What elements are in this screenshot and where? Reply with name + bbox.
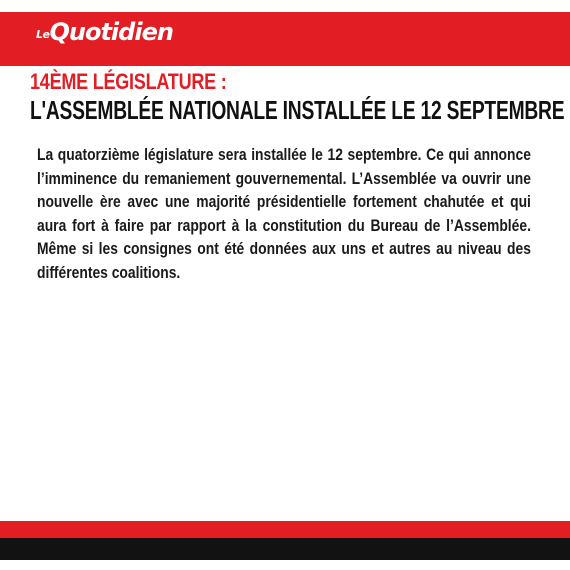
footer-red-stripe bbox=[0, 521, 570, 538]
article-body: La quatorzième législature sera installée le 12 septembre. Ce qui annonce l’imminence du remaniement gouvernemental. L’Assemblée va ouvrir une nouvelle ère avec une majorité présidentielle fortement chahutée et qui aura fort à faire par rapport à la constitution du Bureau de l’Assemblée. Même si les consignes ont été données aux uns et autres au niveau des différentes coalitions. bbox=[37, 146, 531, 282]
brand-name: Quotidien bbox=[49, 18, 173, 46]
article-kicker: 14ÈME LÉGISLATURE : bbox=[30, 69, 227, 94]
brand-prefix: Le bbox=[36, 28, 50, 41]
top-margin bbox=[0, 0, 570, 12]
footer-black-stripe bbox=[0, 538, 570, 560]
article-headline: L'ASSEMBLÉE NATIONALE INSTALLÉE LE 12 SEPTEMBRE bbox=[30, 95, 565, 125]
brand-logo bbox=[36, 20, 173, 44]
